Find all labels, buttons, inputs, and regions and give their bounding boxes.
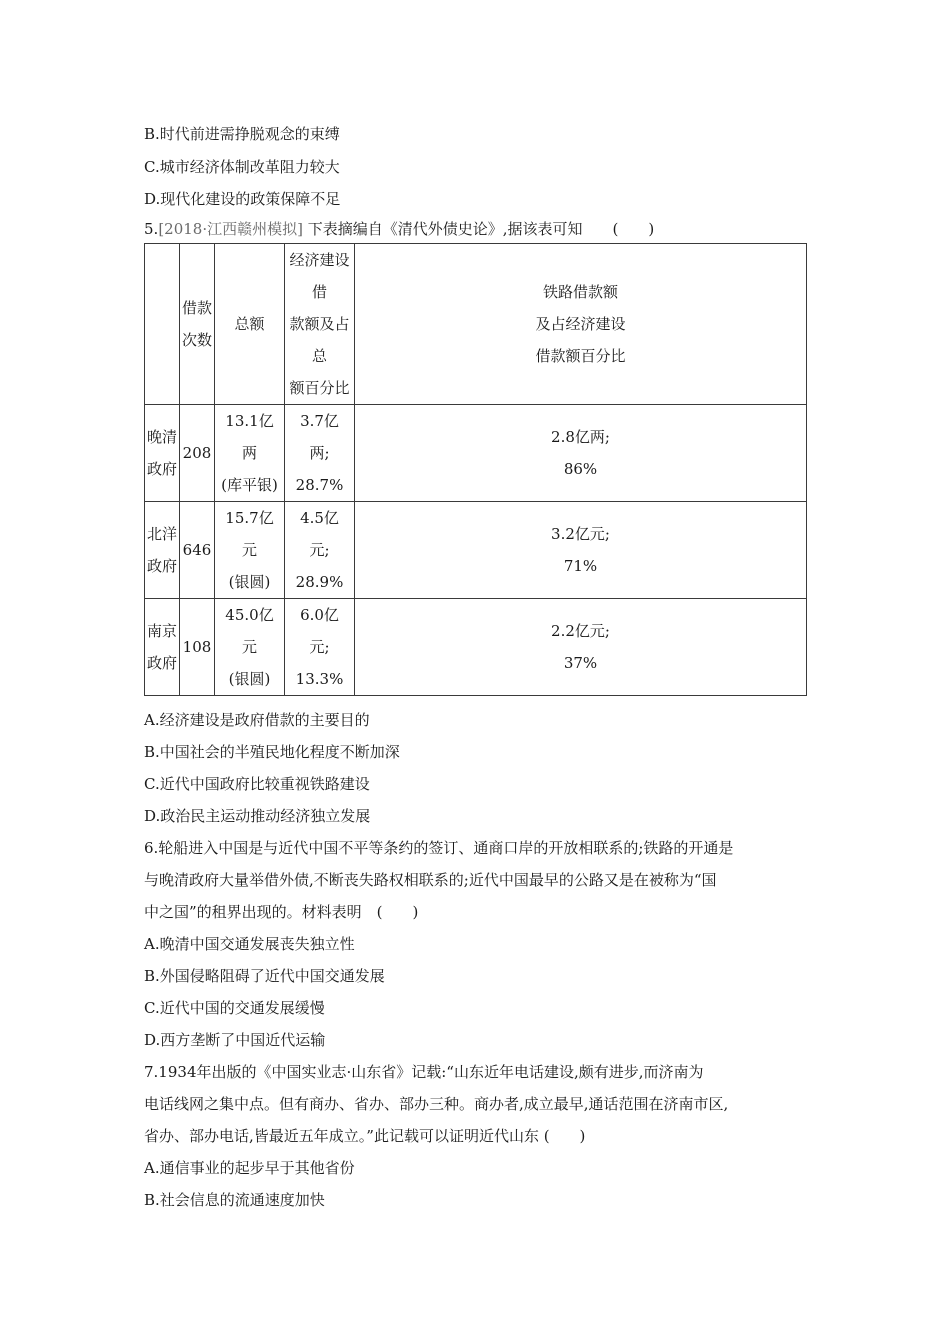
q6-option-b: B.外国侵略阻碍了近代中国交通发展: [144, 967, 385, 985]
cell-total: 15.7亿 元 (银圆): [215, 502, 285, 599]
cell-econ: 4.5亿 元; 28.9%: [285, 502, 355, 599]
cell-gov: 北洋 政府: [145, 502, 180, 599]
q6-stem-line: 与晚清政府大量举借外债,不断丧失路权相联系的;近代中国最早的公路又是在被称为“国: [144, 871, 717, 889]
table-row: [145, 599, 807, 696]
question-5-stem: [144, 218, 654, 240]
cell-rail: 3.2亿元; 71%: [355, 502, 807, 599]
cell-econ: 3.7亿 两; 28.7%: [285, 405, 355, 502]
cell-total: 45.0亿 元 (银圆): [215, 599, 285, 696]
option-b: B.时代前进需挣脱观念的束缚: [144, 125, 340, 143]
cell-count: 208: [180, 405, 215, 502]
cell-rail: 2.2亿元; 37%: [355, 599, 807, 696]
q6-stem-line: 6.轮船进入中国是与近代中国不平等条约的签订、通商口岸的开放相联系的;铁路的开通是: [144, 839, 734, 857]
header-cell-econ: 经济建设 借 款额及占 总 额百分比: [285, 244, 355, 405]
q5-option-c: C.近代中国政府比较重视铁路建设: [144, 775, 370, 793]
header-cell-count: 借款 次数: [180, 244, 215, 405]
question-number: 5.: [144, 220, 159, 238]
cell-gov: 晚清 政府: [145, 405, 180, 502]
cell-rail: 2.8亿两; 86%: [355, 405, 807, 502]
loans-table: [144, 243, 807, 696]
header-cell-empty: [145, 244, 180, 405]
cell-count: 108: [180, 599, 215, 696]
header-cell-total: 总额: [215, 244, 285, 405]
table-header-row: [145, 244, 807, 405]
header-cell-rail: 铁路借款额 及占经济建设 借款额百分比: [355, 244, 807, 405]
question-text: 下表摘编自《清代外债史论》,据该表可知 ( ): [302, 220, 655, 238]
table-row: [145, 405, 807, 502]
q5-option-d: D.政治民主运动推动经济独立发展: [144, 807, 371, 825]
q7-option-b: B.社会信息的流通速度加快: [144, 1191, 325, 1209]
option-d: D.现代化建设的政策保障不足: [144, 190, 341, 208]
q7-stem-line: 电话线网之集中点。但有商办、省办、部办三种。商办者,成立最早,通话范围在济南市区,: [144, 1095, 729, 1113]
q5-option-a: A.经济建设是政府借款的主要目的: [144, 711, 370, 729]
q7-stem-line: 7.1934年出版的《中国实业志·山东省》记载:“山东近年电话建设,颇有进步,而济南为: [144, 1063, 704, 1081]
question-source: [2018·江西赣州模拟]: [158, 220, 303, 238]
option-c: C.城市经济体制改革阻力较大: [144, 158, 340, 176]
table-row: [145, 502, 807, 599]
q7-stem-line: 省办、部办电话,皆最近五年成立。”此记载可以证明近代山东 ( ): [144, 1127, 586, 1145]
q7-option-a: A.通信事业的起步早于其他省份: [144, 1159, 355, 1177]
cell-gov: 南京 政府: [145, 599, 180, 696]
cell-total: 13.1亿 两 (库平银): [215, 405, 285, 502]
cell-econ: 6.0亿 元; 13.3%: [285, 599, 355, 696]
q6-option-d: D.西方垄断了中国近代运输: [144, 1031, 326, 1049]
q6-option-a: A.晚清中国交通发展丧失独立性: [144, 935, 355, 953]
cell-count: 646: [180, 502, 215, 599]
q6-stem-line: 中之国”的租界出现的。材料表明 ( ): [144, 903, 419, 921]
q6-option-c: C.近代中国的交通发展缓慢: [144, 999, 325, 1017]
q5-option-b: B.中国社会的半殖民地化程度不断加深: [144, 743, 400, 761]
